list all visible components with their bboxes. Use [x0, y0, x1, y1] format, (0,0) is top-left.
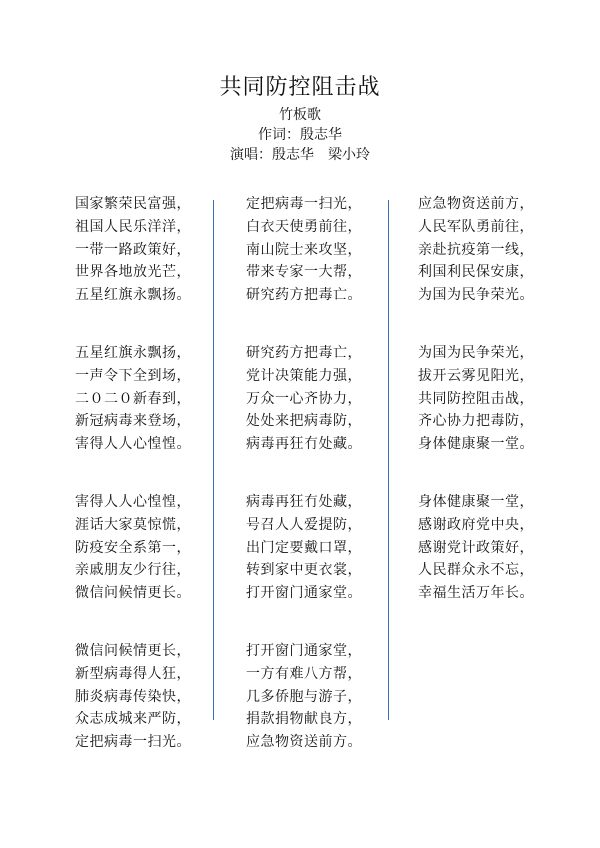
stanza	[246, 193, 362, 307]
lyric-line: 感谢政府党中央，	[418, 516, 534, 533]
lyric-line: 感谢党计政策好，	[418, 539, 534, 556]
column-divider	[388, 200, 389, 720]
lyric-line: 党计决策能力强，	[246, 367, 362, 384]
lyric-line: 微信问候情更长，	[75, 642, 191, 659]
stanza	[246, 640, 362, 754]
stanza	[75, 342, 191, 456]
stanza	[246, 342, 362, 456]
lyric-line: 人民群众永不忘，	[418, 562, 534, 579]
lyric-line: 涯话大家莫惊慌，	[75, 516, 191, 533]
lyric-line: 利国利民保安康，	[418, 264, 534, 281]
lyric-line: 南山院士来攻坚，	[246, 241, 362, 258]
lyric-line: 万众一心齐协力，	[246, 390, 362, 407]
lyric-line: 一声令下全到场，	[75, 367, 191, 384]
lyric-line: 定把病毒一扫光。	[75, 734, 191, 751]
lyric-line: 亲戚朋友少行往，	[75, 562, 191, 579]
stanza	[75, 491, 191, 605]
lyric-line: 防疫安全系第一，	[75, 539, 191, 556]
lyric-line: 微信问候情更长。	[75, 585, 191, 602]
lyric-line: 人民军队勇前往，	[418, 218, 534, 235]
stanza	[75, 640, 191, 754]
lyrics-column-2	[246, 193, 362, 789]
lyric-line: 祖国人民乐洋洋，	[75, 218, 191, 235]
lyric-line: 齐心协力把毒防，	[418, 413, 534, 430]
lyric-line: 身体健康聚一堂。	[418, 436, 534, 453]
lyric-line: 世界各地放光芒，	[75, 264, 191, 281]
lyric-line: 幸福生活万年长。	[418, 585, 534, 602]
lyric-line: 打开窗门通家堂，	[246, 642, 362, 659]
lyric-line: 肺炎病毒传染快，	[75, 688, 191, 705]
lyric-line: 研究药方把毒亡，	[246, 344, 362, 361]
song-title: 共同防控阻击战	[219, 75, 381, 100]
singer-credit-secondary: 梁小玲	[328, 147, 370, 163]
lyricist-credit: 作词：殷志华	[258, 127, 342, 143]
lyric-line: 害得人人心惶惶。	[75, 436, 191, 453]
singers-credit	[0, 146, 600, 164]
lyric-line: 共同防控阻击战，	[418, 390, 534, 407]
lyric-line: 捐款捐物献良方，	[246, 711, 362, 728]
lyric-line: 病毒再狂冇处藏，	[246, 493, 362, 510]
lyric-line: 害得人人心惶惶，	[75, 493, 191, 510]
song-genre: 竹板歌	[279, 107, 321, 123]
lyric-line: 几多侨胞与游子，	[246, 688, 362, 705]
column-divider	[213, 200, 214, 720]
stanza	[418, 342, 534, 456]
stanza	[418, 193, 534, 307]
lyric-line: 处处来把病毒防，	[246, 413, 362, 430]
lyric-line: 亲赴抗疫第一线，	[418, 241, 534, 258]
lyric-line: 应急物资送前方，	[418, 196, 534, 212]
lyric-line: 新型病毒得人狂，	[75, 665, 191, 682]
lyric-line: 病毒再狂冇处藏。	[246, 436, 362, 453]
lyric-line: 白衣天使勇前往，	[246, 218, 362, 235]
lyric-line: 出门定要戴口罩，	[246, 539, 362, 556]
lyric-line: 带来专家一大帮，	[246, 264, 362, 281]
stanza	[418, 491, 534, 605]
lyric-line: 研究药方把毒亡。	[246, 287, 362, 304]
stanza	[246, 491, 362, 605]
lyric-line: 二０二０新春到，	[75, 390, 191, 407]
lyrics-column-3	[418, 193, 534, 640]
lyric-line: 身体健康聚一堂，	[418, 493, 534, 510]
singer-credit-primary: 演唱：殷志华	[230, 147, 314, 163]
lyric-line: 转到家中更衣裳，	[246, 562, 362, 579]
lyric-line: 一方有难八方帮，	[246, 665, 362, 682]
lyric-line: 为国为民争荣光，	[418, 344, 534, 361]
lyric-line: 一带一路政策好，	[75, 241, 191, 258]
stanza	[75, 193, 191, 307]
lyric-line: 新冠病毒来登场，	[75, 413, 191, 430]
lyric-line: 为国为民争荣光。	[418, 287, 534, 304]
lyric-line: 国家繁荣民富强，	[75, 196, 191, 212]
lyric-line: 打开窗门通家堂。	[246, 585, 362, 602]
lyric-line: 拔开云雾见阳光，	[418, 367, 534, 384]
lyric-line: 应急物资送前方。	[246, 734, 362, 751]
lyric-line: 五星红旗永飘扬。	[75, 287, 191, 304]
lyric-line: 号召人人爱提防，	[246, 516, 362, 533]
lyric-line: 众志成城来严防，	[75, 711, 191, 728]
lyric-line: 五星红旗永飘扬，	[75, 344, 191, 361]
lyric-line: 定把病毒一扫光，	[246, 196, 362, 212]
lyrics-column-1	[75, 193, 191, 789]
